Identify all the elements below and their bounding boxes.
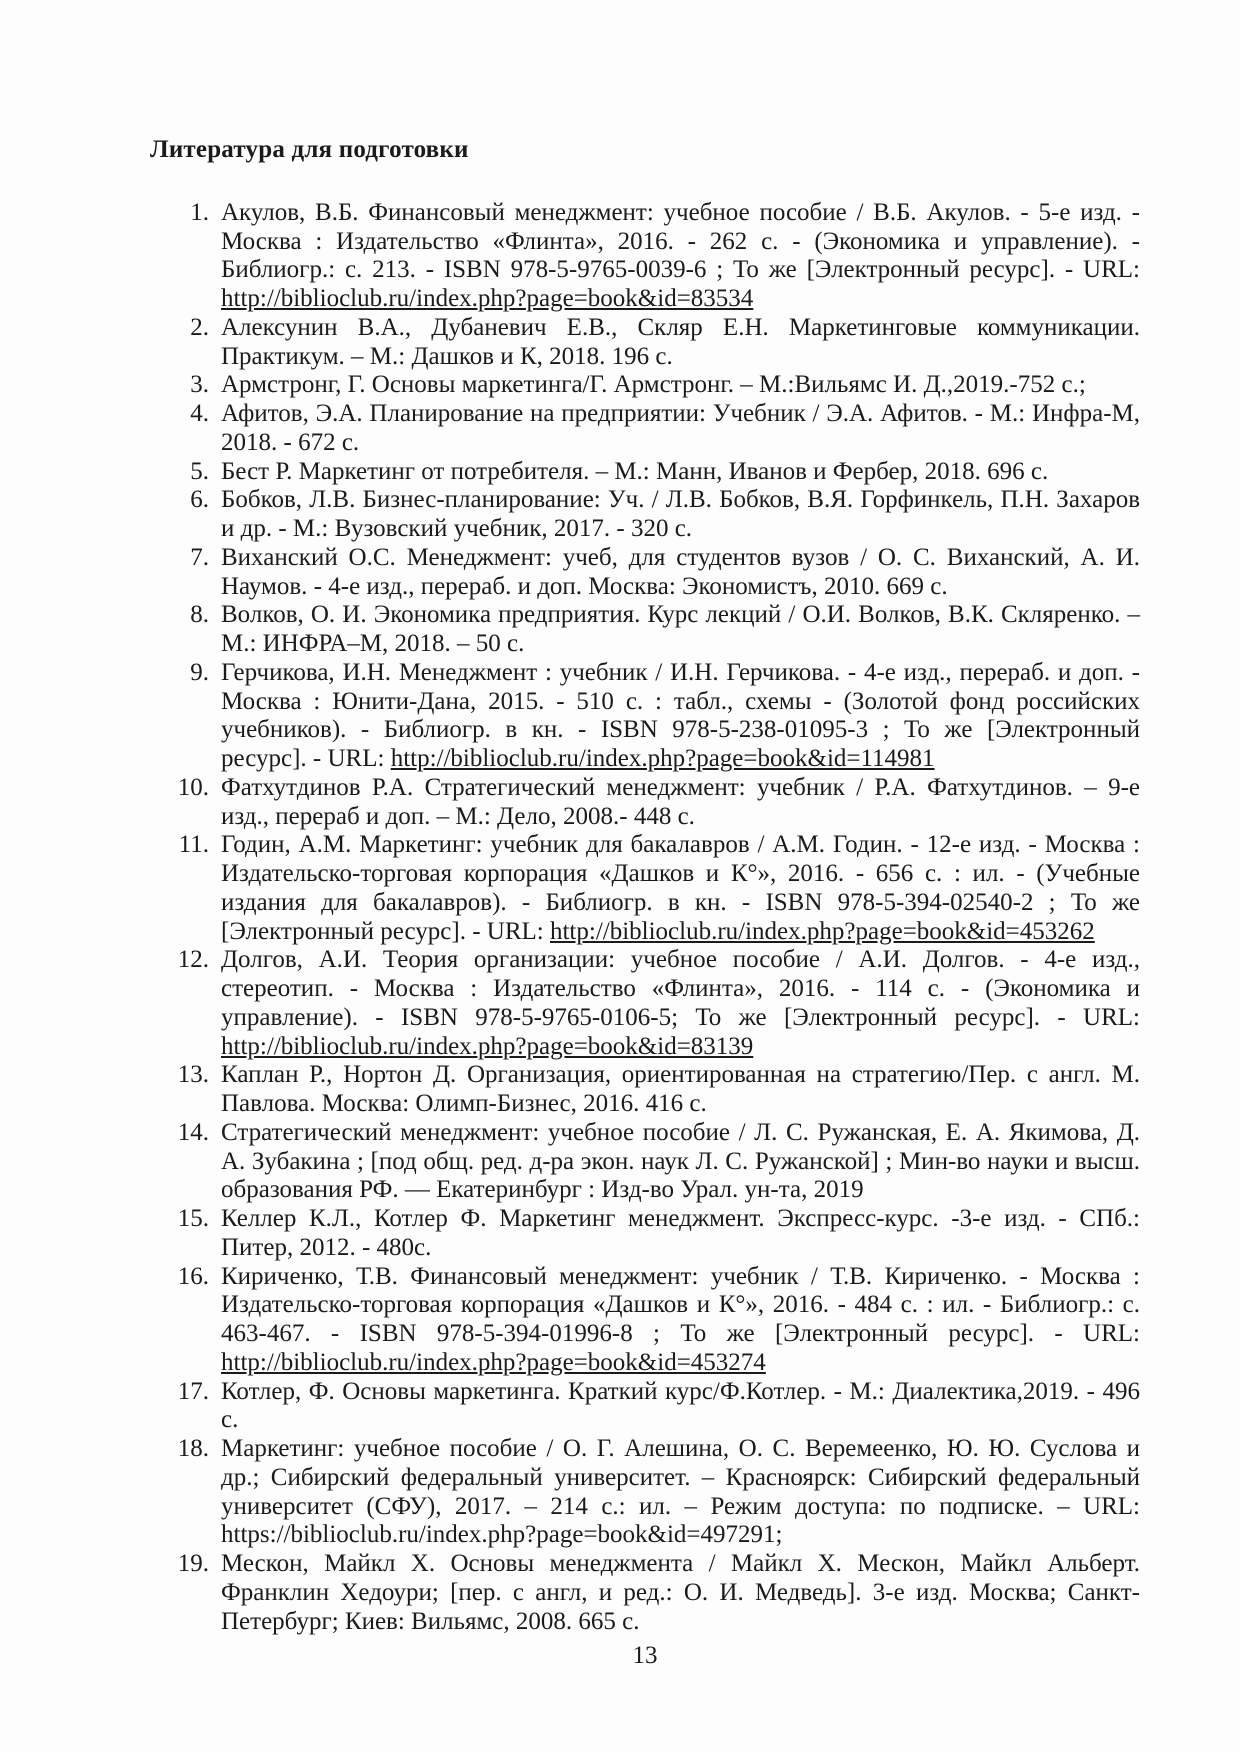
reference-number: 10. <box>177 773 209 801</box>
reference-text: Маркетинг: учебное пособие / О. Г. Алешина, О. С. Веремеенко, Ю. Ю. Суслова и др.; Сибирский федеральный университет. – Красноярск: Сибирский федеральный университет (СФУ), 2017. – 214 с.: ил. – Режим доступа: по подписке. – URL: https://biblioclub.ru/index.php?page=book&id=497291; <box>221 1435 1140 1549</box>
reference-item <box>150 371 1140 400</box>
reference-text: Бобков, Л.В. Бизнес-планирование: Уч. / Л.В. Бобков, В.Я. Горфинкель, П.Н. Захаров и др. - М.: Вузовский учебник, 2017. - 320 с. <box>221 486 1140 542</box>
reference-text: Акулов, В.Б. Финансовый менеджмент: учебное пособие / В.Б. Акулов. - 5-е изд. - Москва : Издательство «Флинта», 2016. - 262 с. - (Экономика и управление). - Библиогр.: с. 213. - ISBN 978-5-9765-0039-6 ; То же [Электронный ресурс]. - URL: <box>221 198 1140 284</box>
reference-url-link[interactable]: http://biblioclub.ru/index.php?page=book&id=83534 <box>221 285 754 312</box>
reference-number: 12. <box>177 946 209 974</box>
reference-text: Годин, А.М. Маркетинг: учебник для бакалавров / А.М. Годин. - 12-е изд. - Москва : Издательско-торговая корпорация «Дашков и К°», 2016. - 656 с. : ил. - (Учебные издания для бакалавров). - Библиогр. в кн. - ISBN 978-5-394-02540-2 ; То же [Электронный ресурс]. - URL: <box>221 831 1140 945</box>
reference-url-link[interactable]: http://biblioclub.ru/index.php?page=book&id=83139 <box>221 1032 754 1060</box>
reference-number: 8. <box>190 601 209 629</box>
reference-text: Афитов, Э.А. Планирование на предприятии: Учебник / Э.А. Афитов. - М.: Инфра-М, 2018. - 672 с. <box>221 400 1140 456</box>
reference-number: 15. <box>177 1205 209 1232</box>
reference-item <box>150 1550 1140 1636</box>
reference-url-link[interactable]: http://biblioclub.ru/index.php?page=book&id=453262 <box>549 917 1095 945</box>
reference-number: 19. <box>177 1550 209 1577</box>
reference-number: 2. <box>190 313 209 341</box>
reference-number: 1. <box>190 198 209 226</box>
reference-item <box>150 601 1140 659</box>
reference-number: 5. <box>190 457 209 485</box>
reference-text: Стратегический менеджмент: учебное пособие / Л. С. Ружанская, Е. А. Якимова, Д. А. Зубакина ; [под общ. ред. д-ра экон. наук Л. С. Ружанской] ; Мин-во науки и высш. образования РФ. — Екатеринбург : Изд-во Урал. ун-та, 2019 <box>221 1118 1140 1204</box>
reference-item <box>150 946 1140 1061</box>
reference-item <box>150 1061 1140 1119</box>
reference-item <box>150 1263 1140 1378</box>
reference-number: 14. <box>177 1118 209 1146</box>
reference-item <box>150 400 1140 458</box>
reference-item <box>150 1378 1140 1436</box>
reference-url-link[interactable]: http://biblioclub.ru/index.php?page=book&id=453274 <box>221 1348 766 1376</box>
reference-number: 11. <box>178 831 209 859</box>
reference-item <box>150 1435 1140 1550</box>
reference-url-link[interactable]: http://biblioclub.ru/index.php?page=book&id=114981 <box>390 745 935 772</box>
reference-item <box>150 458 1140 487</box>
reference-text: Армстронг, Г. Основы маркетинга/Г. Армстронг. – М.:Вильямс И. Д.,2019.-752 с.; <box>221 371 1086 399</box>
reference-item <box>150 1205 1140 1263</box>
reference-number: 9. <box>190 658 209 686</box>
reference-number: 16. <box>177 1262 209 1290</box>
reference-item <box>150 199 1140 314</box>
reference-list <box>150 199 1140 1637</box>
reference-text: Котлер, Ф. Основы маркетинга. Краткий курс/Ф.Котлер. - М.: Диалектика,2019. - 496 с. <box>221 1377 1140 1434</box>
reference-number: 6. <box>190 486 209 514</box>
reference-number: 3. <box>190 371 209 399</box>
reference-text: Долгов, А.И. Теория организации: учебное пособие / А.И. Долгов. - 4-е изд., стереотип. - Москва : Издательство «Флинта», 2016. - 114 с. - (Экономика и управление). - ISBN 978-5-9765-0106-5; То же [Электронный ресурс]. - URL: <box>221 946 1140 1031</box>
reference-text: Мескон, Майкл Х. Основы менеджмента / Майкл Х. Мескон, Майкл Альберт. Франклин Хедоури; [пер. с англ, и ред.: О. И. Медведь]. 3-е изд. Москва; Санкт-Петербург; Киев: Вильямс, 2008. 665 с. <box>221 1550 1140 1635</box>
reference-text: Алексунин В.А., Дубаневич Е.В., Скляр Е.Н. Маркетинговые коммуникации. Практикум. – М.: Дашков и К, 2018. 196 с. <box>221 313 1140 370</box>
page-title: Литература для подготовки <box>150 136 469 163</box>
reference-text: Виханский О.С. Менеджмент: учеб, для студентов вузов / О. С. Виханский, А. И. Наумов. - 4-е изд., перераб. и доп. Москва: Экономистъ, 2010. 669 с. <box>221 543 1140 600</box>
reference-text: Герчикова, И.Н. Менеджмент : учебник / И.Н. Герчикова. - 4-е изд., перераб. и доп. - Москва : Юнити-Дана, 2015. - 510 с. : табл., схемы - (Золотой фонд российских учебников). - Библиогр. в кн. - ISBN 978-5-238-01095-3 ; То же [Электронный ресурс]. - URL: <box>221 658 1140 772</box>
reference-text: Волков, О. И. Экономика предприятия. Курс лекций / О.И. Волков, В.К. Скляренко. – М.: ИНФРА–М, 2018. – 50 с. <box>221 601 1140 657</box>
reference-item <box>150 659 1140 774</box>
reference-item <box>150 774 1140 832</box>
reference-text: Каплан Р., Нортон Д. Организация, ориентированная на стратегию/Пер. с англ. М. Павлова. Москва: Олимп-Бизнес, 2016. 416 с. <box>221 1061 1140 1117</box>
reference-number: 18. <box>177 1435 209 1462</box>
reference-number: 4. <box>190 400 209 427</box>
reference-item <box>150 544 1140 602</box>
reference-text: Кириченко, Т.В. Финансовый менеджмент: учебник / Т.В. Кириченко. - Москва : Издательско-торговая корпорация «Дашков и К°», 2016. - 484 с. : ил. - Библиогр.: с. 463-467. - ISBN 978-5-394-01996-8 ; То же [Электронный ресурс]. - URL: <box>221 1262 1140 1347</box>
reference-number: 7. <box>190 543 209 571</box>
reference-item <box>150 831 1140 946</box>
reference-text: Фатхутдинов Р.А. Стратегический менеджмент: учебник / Р.А. Фатхутдинов. – 9-е изд., перераб и доп. – М.: Дело, 2008.- 448 с. <box>221 773 1140 830</box>
reference-number: 17. <box>177 1377 209 1405</box>
reference-text: Бест Р. Маркетинг от потребителя. – М.: Манн, Иванов и Фербер, 2018. 696 с. <box>221 457 1049 485</box>
reference-item <box>150 314 1140 372</box>
page-number: 13 <box>632 1642 658 1670</box>
reference-text: Келлер К.Л., Котлер Ф. Маркетинг менеджмент. Экспресс-курс. -3-е изд. - СПб.: Питер, 2012. - 480с. <box>221 1205 1140 1261</box>
reference-item <box>150 1119 1140 1205</box>
reference-item <box>150 486 1140 544</box>
reference-number: 13. <box>177 1061 209 1089</box>
